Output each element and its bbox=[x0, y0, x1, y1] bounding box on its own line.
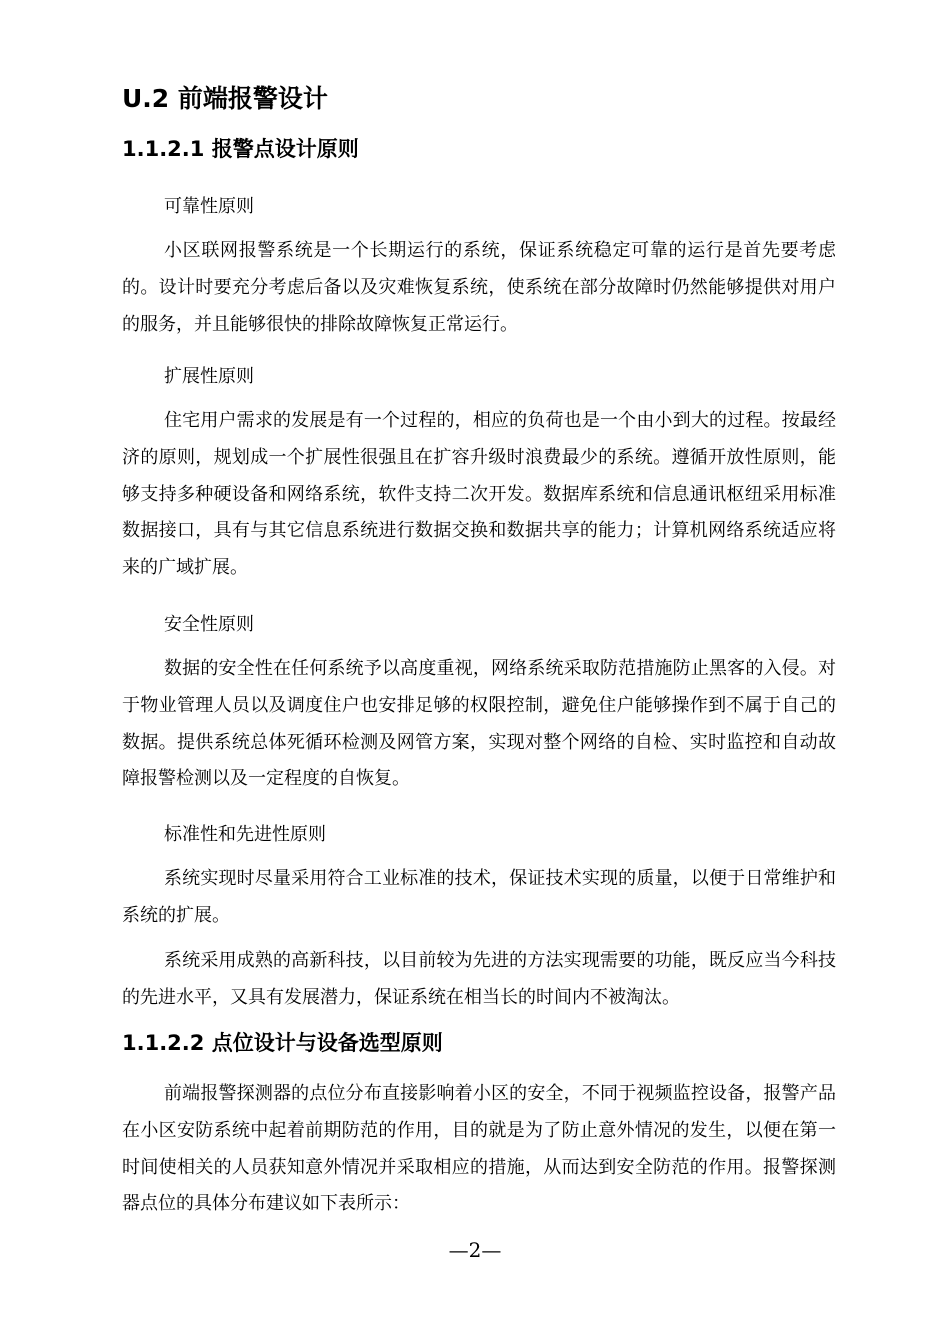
expandability-label: 扩展性原则 bbox=[164, 366, 254, 387]
expandability-paragraph: 住宅用户需求的发展是有一个过程的，相应的负荷也是一个由小到大的过程。按最经济的原则，规划成一个扩展性很强且在扩容升级时浪费最少的系统。遵循开放性原则，能够支持多种硬设备和网络系统，软件支持二次开发。数据库系统和信息通讯枢纽采用标准数据接口，具有与其它信息系统进行数据交换和数据共享的能力；计算机网络系统适应将来的广域扩展。 bbox=[122, 410, 836, 579]
standard-paragraph-2: 系统采用成熟的高新科技，以目前较为先进的方法实现需要的功能，既反应当今科技的先进水平，又具有发展潜力，保证系统在相当长的时间内不被淘汰。 bbox=[122, 950, 836, 1008]
reliability-paragraph: 小区联网报警系统是一个长期运行的系统，保证系统稳定可靠的运行是首先要考虑的。设计时要充分考虑后备以及灾难恢复系统，使系统在部分故障时仍然能够提供对用户的服务，并且能够很快的排除故障恢复正常运行。 bbox=[122, 240, 836, 335]
subsection-title-2: 1.1.2.2 点位设计与设备选型原则 bbox=[122, 1031, 443, 1055]
standard-label: 标准性和先进性原则 bbox=[164, 824, 326, 845]
security-paragraph: 数据的安全性在任何系统予以高度重视，网络系统采取防范措施防止黑客的入侵。对于物业管理人员以及调度住户也安排足够的权限控制，避免住户能够操作到不属于自己的数据。提供系统总体死循环检测及网管方案，实现对整个网络的自检、实时监控和自动故障报警检测以及一定程度的自恢复。 bbox=[122, 658, 836, 790]
security-label: 安全性原则 bbox=[164, 614, 254, 635]
section-title: U.2 前端报警设计 bbox=[122, 84, 328, 113]
standard-paragraph-1: 系统实现时尽量采用符合工业标准的技术，保证技术实现的质量，以便于日常维护和系统的扩展。 bbox=[122, 868, 836, 926]
reliability-label: 可靠性原则 bbox=[164, 196, 254, 217]
placement-paragraph: 前端报警探测器的点位分布直接影响着小区的安全，不同于视频监控设备，报警产品在小区安防系统中起着前期防范的作用，目的就是为了防止意外情况的发生，以便在第一时间使相关的人员获知意外情况并采取相应的措施，从而达到安全防范的作用。报警探测器点位的具体分布建议如下表所示： bbox=[122, 1083, 836, 1215]
subsection-title-1: 1.1.2.1 报警点设计原则 bbox=[122, 137, 359, 161]
page-number: —2— bbox=[448, 1238, 502, 1262]
